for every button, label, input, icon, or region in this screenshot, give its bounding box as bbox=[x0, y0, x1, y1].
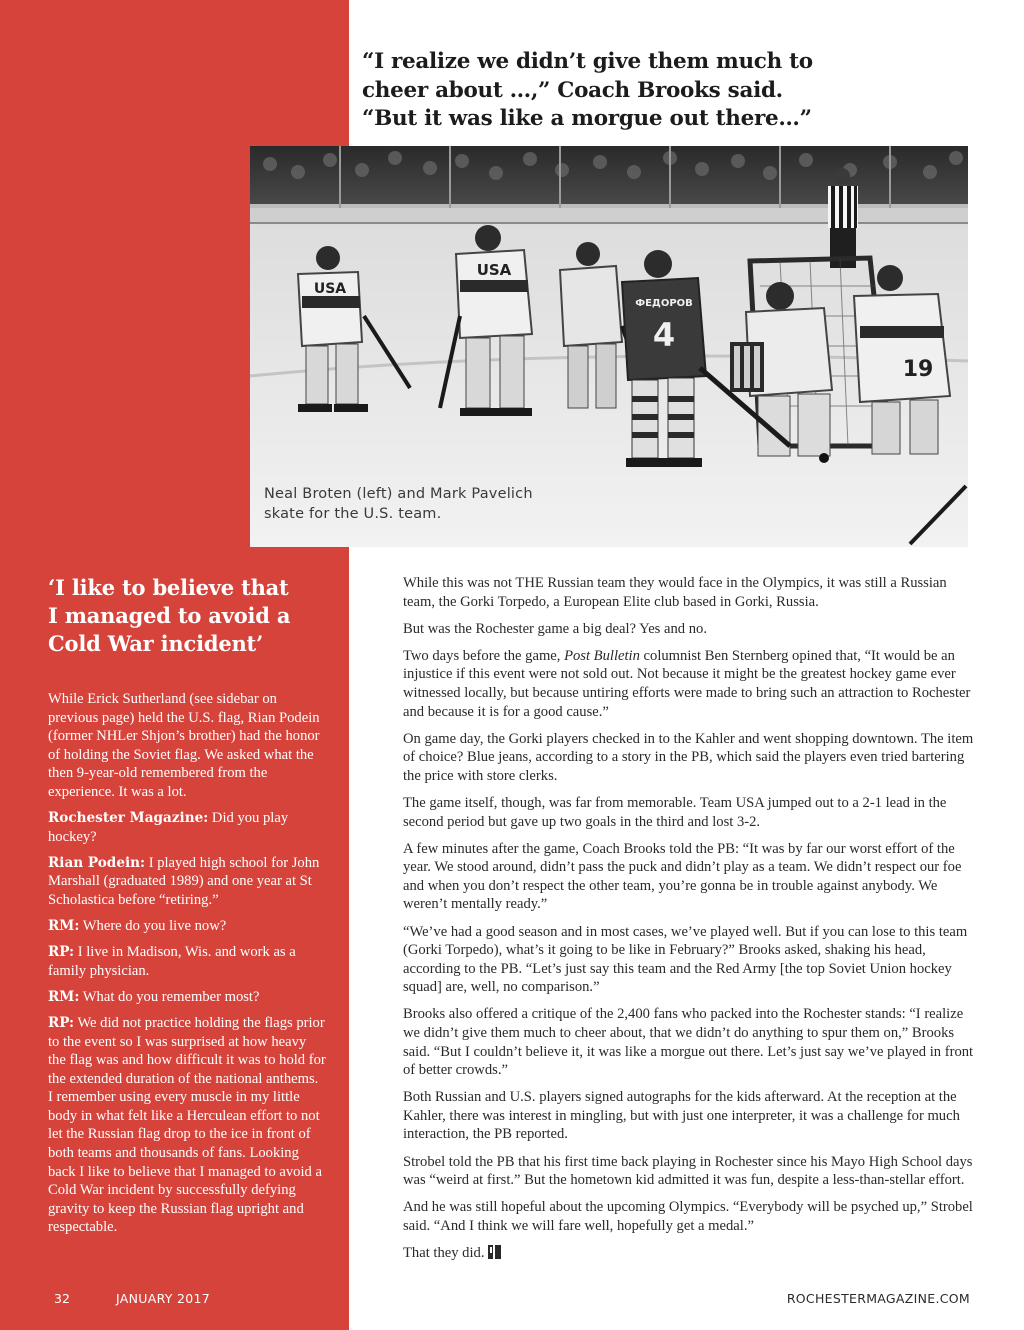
article-paragraph: Brooks also offered a critique of the 2,400 fans who packed into the Rochester stands: “I realize we didn’t give them much to cheer about, that we didn’t do anything to spur them on,” Brooks said. “But I couldn’t believe it, it was like a morgue out there. Let’s just say we’ve played in front of better crowds.” bbox=[403, 1006, 974, 1079]
article-paragraph: On game day, the Gorki players checked in to the Kahler and went shopping downtown. The item of choice? Blue jeans, according to a story in the PB, which said the players even tried bartering the price with store clerks. bbox=[403, 730, 974, 784]
article-text: columnist Ben Sternberg opined that, “It would be an injustice if this event were not sold out. Not because it might be the greatest hockey game ever witnessed locally, but because untiring efforts were made to bring such an attraction to Rochester and because it is for a good cause.” bbox=[403, 647, 971, 720]
photo-caption bbox=[264, 484, 584, 524]
qa-speaker: RM: bbox=[48, 918, 80, 935]
article-paragraph: While this was not THE Russian team they would face in the Olympics, it was still a Russian team, the Gorki Torpedo, a European Elite club based in Gorki, Russia. bbox=[403, 575, 947, 610]
pull-quote bbox=[362, 48, 982, 134]
article-text: That they did. bbox=[403, 1244, 485, 1261]
sidebar-headline-line: I managed to avoid a bbox=[48, 603, 291, 628]
publication-name: Post Bulletin bbox=[564, 647, 640, 664]
qa-text: Where do you live now? bbox=[82, 918, 227, 935]
qa-item bbox=[48, 917, 326, 936]
article-paragraph: Both Russian and U.S. players signed autographs for the kids afterward. At the reception at the Kahler, there was interest in mingling, but with just one interpreter, it was a challenge for much interaction, the PB reported. bbox=[403, 1089, 960, 1143]
qa-item bbox=[48, 988, 326, 1007]
qa-item bbox=[48, 809, 326, 846]
jersey-label-usa-2: USA bbox=[476, 261, 512, 279]
qa-speaker: Rochester Magazine: bbox=[48, 810, 209, 827]
qa-item bbox=[48, 854, 326, 910]
qa-item bbox=[48, 1014, 326, 1237]
pull-quote-line: cheer about …,” Coach Brooks said. bbox=[362, 77, 783, 103]
qa-text: I live in Madison, Wis. and work as a family physician. bbox=[48, 944, 296, 979]
jersey-label-usa-1: USA bbox=[313, 281, 347, 297]
sidebar-headline bbox=[48, 574, 338, 658]
sidebar-interview bbox=[48, 690, 326, 1245]
article-paragraph: Strobel told the PB that his first time back playing in Rochester since his Mayo High School days was “weird at first.” But the hometown kid admitted it was fun, despite a less-than-stellar effort. bbox=[403, 1153, 973, 1189]
qa-speaker: RP: bbox=[48, 1014, 75, 1031]
pull-quote-line: “But it was like a morgue out there…” bbox=[362, 106, 812, 131]
qa-text: What do you remember most? bbox=[82, 988, 260, 1005]
article-paragraph bbox=[403, 1244, 975, 1263]
caption-line: skate for the U.S. team. bbox=[264, 506, 442, 522]
article-paragraph: A few minutes after the game, Coach Brooks told the PB: “It was by far our worst effort of the year. We stood around, didn’t pass the puck and didn’t play as a team. We didn’t respect our foe and when you don’t respect the other team, you’re gonna be in trouble against anybody. We weren’t mentally ready.” bbox=[403, 840, 962, 913]
article-paragraph bbox=[403, 647, 975, 721]
sidebar-headline-line: Cold War incident’ bbox=[48, 631, 264, 656]
article-paragraph: And he was still hopeful about the upcoming Olympics. “Everybody will be psyched up,” Strobel said. “And I think we will fare well, hopefully get a medal.” bbox=[403, 1199, 973, 1234]
website-url: ROCHESTERMAGAZINE.COM bbox=[786, 1291, 970, 1306]
caption-line: Neal Broten (left) and Mark Pavelich bbox=[264, 486, 533, 502]
end-mark-icon bbox=[488, 1245, 501, 1259]
puck bbox=[819, 453, 829, 463]
article-body bbox=[403, 574, 975, 1271]
sidebar-headline-line: ‘I like to believe that bbox=[48, 575, 289, 600]
sidebar-intro: While Erick Sutherland (see sidebar on previous page) held the U.S. flag, Rian Podein (former NHLer Shjon’s brother) had the honor of holding the Soviet flag. We asked what the then 9-year-old remembered from the experience. It was a lot. bbox=[48, 691, 320, 800]
pull-quote-line: “I realize we didn’t give them much to bbox=[362, 49, 813, 74]
jersey-label-number-4: 4 bbox=[652, 316, 676, 354]
article-paragraph: But was the Rochester game a big deal? Yes and no. bbox=[403, 620, 707, 637]
qa-text: I played high school for John Marshall (graduated 1989) and one year at St Scholastica before “retiring.” bbox=[48, 854, 320, 908]
article-text: Two days before the game, bbox=[403, 647, 565, 664]
qa-text: Did you play hockey? bbox=[48, 810, 289, 845]
qa-speaker: RM: bbox=[48, 988, 80, 1005]
issue-date: JANUARY 2017 bbox=[116, 1291, 210, 1306]
jersey-label-fedorov: ФЕДОРОВ bbox=[635, 298, 693, 309]
qa-item bbox=[48, 943, 326, 980]
qa-speaker: RP: bbox=[48, 944, 75, 961]
article-paragraph: “We’ve had a good season and in most cases, we’ve played well. But if you can lose to this team (Gorki Torpedo), what’s it going to be like in February?” Brooks asked, shaking his head, according to the PB. “Let’s just say this team and the Red Army [the top Soviet Union hockey squad] are, well, no comparison.” bbox=[403, 923, 968, 996]
article-paragraph: The game itself, though, was far from memorable. Team USA jumped out to a 2-1 lead in the second period but gave up two goals in the third and lost 3-2. bbox=[403, 794, 947, 830]
jersey-label-number-19: 19 bbox=[902, 357, 934, 382]
qa-text: We did not practice holding the flags prior to the event so I was surprised at how heavy the flag was and how difficult it was to hold for the extended duration of the national anthems. I remember using every muscle in my little body in what felt like a Herculean effort to not let the Russian flag drop to the ice in front of both teams and thousands of fans. Looking back I like to believe that I managed to avoid a Cold War incident by successfully defying gravity to keep the Russian flag upright and respectable. bbox=[48, 1014, 326, 1236]
page-number: 32 bbox=[54, 1291, 70, 1306]
qa-speaker: Rian Podein: bbox=[48, 854, 146, 871]
